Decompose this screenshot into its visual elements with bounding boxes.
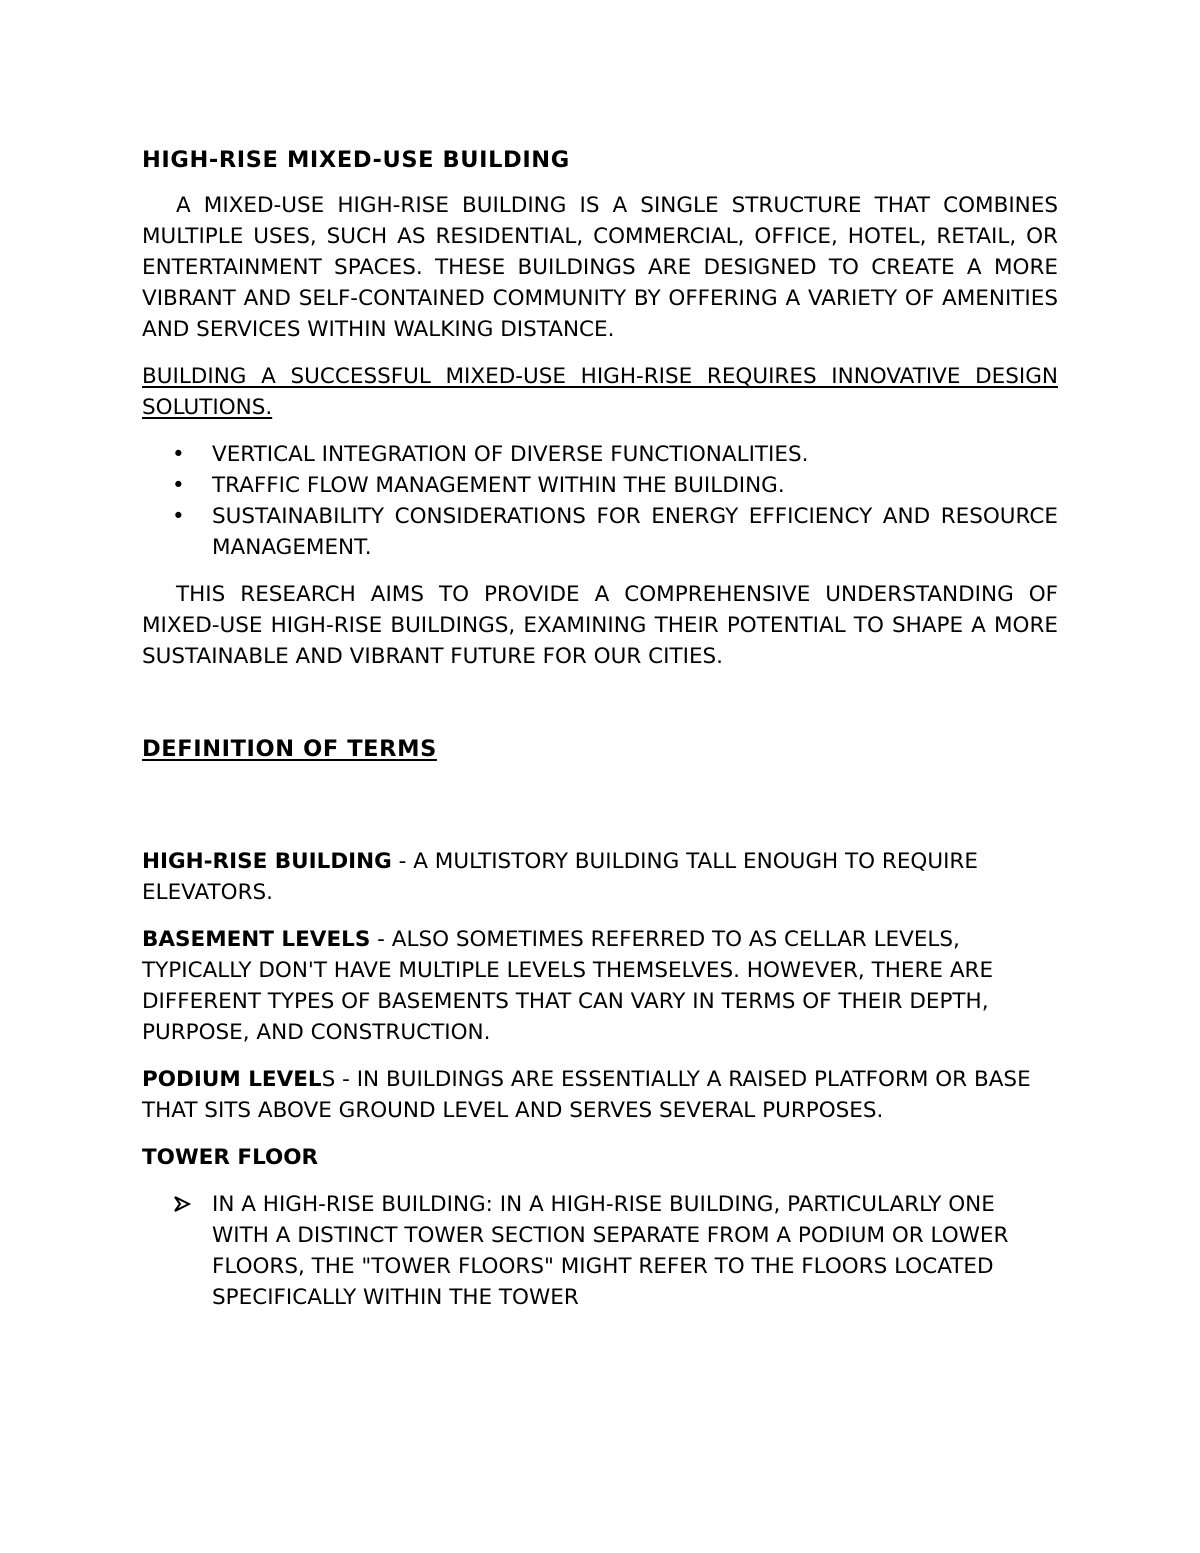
term-podium <box>142 1064 1058 1126</box>
term-label: BASEMENT LEVELS <box>142 927 371 952</box>
closing-paragraph: THIS RESEARCH AIMS TO PROVIDE A COMPREHENSIVE UNDERSTANDING OF MIXED-USE HIGH-RISE BUILDINGS, EXAMINING THEIR POTENTIAL TO SHAPE A MORE SUSTAINABLE AND VIBRANT FUTURE FOR OUR CITIES. <box>142 582 1058 669</box>
list-item <box>142 1189 1058 1313</box>
term-label: PODIUM LEVEL <box>142 1067 322 1092</box>
list-item <box>142 501 1058 563</box>
list-item <box>142 439 1058 470</box>
term-basement <box>142 924 1058 1048</box>
bullet-dot-icon: • <box>172 442 185 467</box>
term-definition: S - IN BUILDINGS ARE ESSENTIALLY A RAISED PLATFORM OR BASE THAT SITS ABOVE GROUND LEVEL AND SERVES SEVERAL PURPOSES. <box>142 1067 1031 1123</box>
bullet-list <box>142 439 1058 563</box>
arrow-bullet-icon <box>172 1189 192 1223</box>
list-item-text: TRAFFIC FLOW MANAGEMENT WITHIN THE BUILDING. <box>212 473 785 498</box>
bullet-dot-icon: • <box>172 504 185 529</box>
section-title: HIGH-RISE MIXED-USE BUILDING <box>142 147 570 173</box>
list-item-text: SUSTAINABILITY CONSIDERATIONS FOR ENERGY EFFICIENCY AND RESOURCE MANAGEMENT. <box>212 504 1058 560</box>
tower-list <box>142 1189 1058 1313</box>
list-item-text: VERTICAL INTEGRATION OF DIVERSE FUNCTIONALITIES. <box>212 442 809 467</box>
term-definition: - A MULTISTORY BUILDING TALL ENOUGH TO REQUIRE ELEVATORS. <box>142 849 978 905</box>
term-definition: - ALSO SOMETIMES REFERRED TO AS CELLAR LEVELS, TYPICALLY DON'T HAVE MULTIPLE LEVELS THEMSELVES. HOWEVER, THERE ARE DIFFERENT TYPES OF BASEMENTS THAT CAN VARY IN TERMS OF THEIR DEPTH, PURPOSE, AND CONSTRUCTION. <box>142 927 994 1045</box>
definitions-heading: DEFINITION OF TERMS <box>142 736 437 762</box>
term-tower-label: TOWER FLOOR <box>142 1145 319 1170</box>
list-item-text: IN A HIGH-RISE BUILDING: IN A HIGH-RISE BUILDING, PARTICULARLY ONE WITH A DISTINCT TOWER SECTION SEPARATE FROM A PODIUM OR LOWER FLOORS, THE "TOWER FLOORS" MIGHT REFER TO THE FLOORS LOCATED SPECIFICALLY WITHIN THE TOWER <box>212 1192 1009 1310</box>
bullet-dot-icon: • <box>172 473 185 498</box>
list-item <box>142 470 1058 501</box>
underlined-statement: BUILDING A SUCCESSFUL MIXED-USE HIGH-RISE REQUIRES INNOVATIVE DESIGN SOLUTIONS. <box>142 364 1058 420</box>
term-label: HIGH-RISE BUILDING <box>142 849 392 874</box>
intro-paragraph: A MIXED-USE HIGH-RISE BUILDING IS A SINGLE STRUCTURE THAT COMBINES MULTIPLE USES, SUCH AS RESIDENTIAL, COMMERCIAL, OFFICE, HOTEL, RETAIL, OR ENTERTAINMENT SPACES. THESE BUILDINGS ARE DESIGNED TO CREATE A MORE VIBRANT AND SELF-CONTAINED COMMUNITY BY OFFERING A VARIETY OF AMENITIES AND SERVICES WITHIN WALKING DISTANCE. <box>142 193 1058 342</box>
page-content <box>142 142 1058 1313</box>
term-high-rise <box>142 846 1058 908</box>
